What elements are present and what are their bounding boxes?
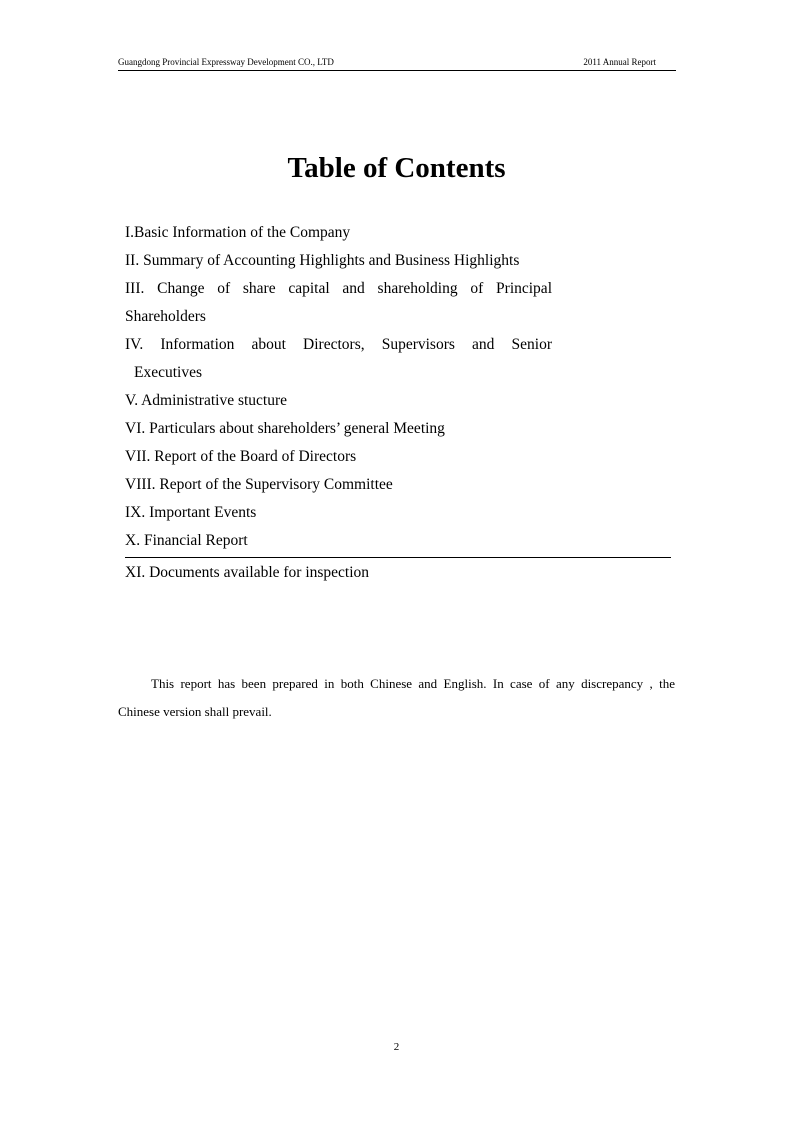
toc-item-important-events[interactable]: IX. Important Events [125, 504, 257, 521]
toc-item-share-capital-continued[interactable]: Shareholders [125, 308, 206, 325]
header-report-title: 2011 Annual Report [583, 57, 656, 67]
page-number: 2 [393, 1041, 400, 1053]
toc-item-directors-supervisors[interactable]: IV. Information about Directors, Supervisors and Senior [125, 336, 552, 353]
language-note-line-2: Chinese version shall prevail. [118, 704, 272, 719]
language-note [118, 670, 675, 726]
language-note-line-1: This report has been prepared in both Chinese and English. In case of any discrepancy , the [151, 676, 675, 691]
toc-item-supervisory-report[interactable]: VIII. Report of the Supervisory Committee [125, 476, 393, 493]
toc-item-directors-supervisors-continued[interactable]: Executives [134, 364, 203, 381]
page-header [118, 55, 676, 71]
table-of-contents [125, 219, 671, 587]
toc-item-shareholders-meeting[interactable]: VI. Particulars about shareholders’ general Meeting [125, 420, 445, 437]
toc-item-share-capital[interactable]: III. Change of share capital and shareholding of Principal [125, 280, 552, 297]
toc-item-documents-for-inspection[interactable]: XI. Documents available for inspection [125, 564, 370, 581]
toc-item-accounting-highlights[interactable]: II. Summary of Accounting Highlights and Business Highlights [125, 252, 520, 269]
toc-item-administrative-structure[interactable]: V. Administrative stucture [125, 392, 288, 409]
header-company-name: Guangdong Provincial Expressway Development CO., LTD [118, 57, 334, 67]
page-title: Table of Contents [287, 152, 506, 184]
toc-item-board-report[interactable]: VII. Report of the Board of Directors [125, 448, 357, 465]
toc-item-basic-information[interactable]: I.Basic Information of the Company [125, 224, 351, 241]
toc-item-financial-report[interactable]: X. Financial Report [125, 527, 671, 558]
